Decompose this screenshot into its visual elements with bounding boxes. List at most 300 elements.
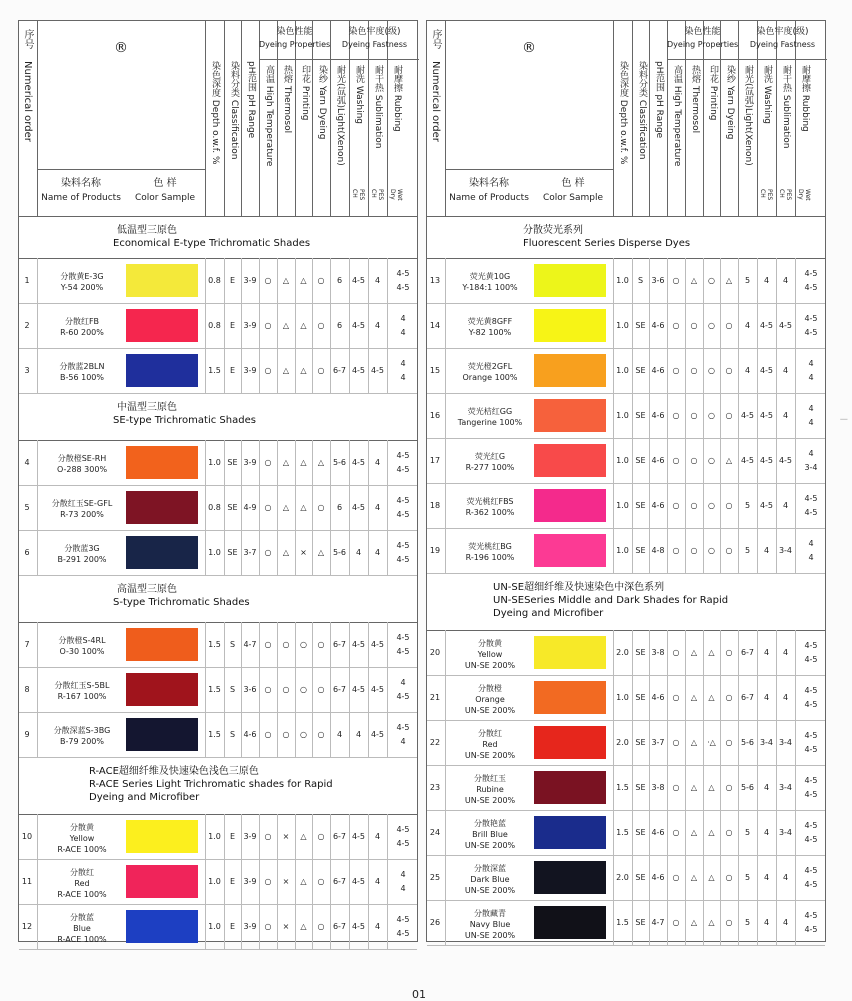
high-temp-rating: ○: [264, 832, 272, 841]
row-number: 26: [429, 918, 441, 927]
classification-value: SE: [227, 458, 238, 467]
color-swatch: [126, 628, 198, 661]
header-column-line: [632, 21, 633, 216]
header-column-line: [685, 21, 686, 216]
yarn-dyeing-rating: ○: [725, 918, 733, 927]
washing-fastness: 4-5: [351, 321, 366, 330]
row-number: 5: [24, 503, 30, 512]
printing-rating: ○: [708, 366, 715, 375]
section-header: [427, 573, 825, 631]
rubbing-wet: 4-5: [804, 835, 818, 844]
section-header: [19, 757, 417, 815]
product-name-line: UN-SE 200%: [464, 931, 516, 940]
thermosol-rating: ○: [282, 685, 290, 694]
depth-value: 1.0: [208, 922, 221, 931]
rubbing-dry: Dry: [797, 189, 804, 200]
cell-divider: [387, 530, 388, 575]
light-header: 耐光(氙弧)Light(Xenon): [743, 65, 753, 166]
printing-rating: △: [300, 922, 307, 931]
sublimation-fastness: 4-5: [370, 685, 385, 694]
depth-value: 0.8: [208, 321, 221, 330]
product-name-line: 分散黄E-3G: [60, 272, 104, 281]
product-name: [37, 912, 127, 945]
name-header-en: Name of Products: [449, 193, 529, 203]
printing-header: 印花 Printing: [300, 65, 310, 121]
rubbing-header: 耐摩擦 Rubbing: [800, 65, 810, 132]
header-column-line: [330, 21, 331, 216]
light-fastness: 5-6: [740, 738, 755, 747]
fastness-cn: 染色牢度(级): [348, 27, 401, 37]
row-number: 20: [429, 648, 441, 657]
high-temp-rating: ○: [264, 685, 272, 694]
thermosol-rating: △: [282, 503, 290, 512]
thermosol-rating: ○: [282, 730, 290, 739]
high-temp-rating: ○: [264, 321, 272, 330]
product-name-line: 分散红: [478, 729, 502, 738]
seq-label-cn: 序号: [22, 29, 33, 49]
header-column-line: [738, 21, 739, 216]
ph-header: pH范围 pH Range: [654, 61, 664, 139]
thermosol-rating: ○: [690, 366, 698, 375]
ph-value: 4-6: [651, 321, 665, 330]
rubbing-wet: 4-5: [804, 880, 818, 889]
product-name: [445, 638, 535, 671]
product-name-line: Brill Blue: [472, 830, 508, 839]
sublimation-fastness: 4: [374, 503, 381, 512]
rubbing-wet: 4: [808, 418, 814, 427]
high-temp-header: 高温 High Temperature: [264, 65, 274, 167]
rubbing-dry: 4: [808, 539, 814, 548]
product-name-line: R-196 100%: [465, 553, 515, 562]
high-temp-rating: ○: [264, 548, 272, 557]
rubbing-header: 耐摩擦 Rubbing: [392, 65, 402, 132]
product-name-line: Orange 100%: [462, 373, 518, 382]
light-fastness: 4-5: [740, 456, 755, 465]
product-name-line: 分散深蓝: [474, 864, 506, 873]
row-number: 14: [429, 321, 441, 330]
classification-value: SE: [635, 456, 646, 465]
row-number: 21: [429, 693, 441, 702]
table-row: [427, 630, 825, 676]
product-name: [445, 541, 535, 563]
product-name-line: 分散黄: [478, 639, 502, 648]
yarn-dyeing-rating: ○: [725, 501, 733, 510]
product-name: [445, 406, 535, 428]
cell-divider: [795, 765, 796, 810]
color-swatch: [534, 354, 606, 387]
color-swatch: [126, 673, 198, 706]
depth-value: 1.5: [208, 640, 221, 649]
header-column-line: [649, 21, 650, 216]
section-header: [427, 216, 825, 259]
classification-value: S: [229, 730, 236, 739]
section-title-en: SE-type Trichromatic Shades: [113, 415, 256, 426]
header-column-line: [795, 21, 796, 216]
color-swatch: [126, 910, 198, 943]
depth-value: 1.0: [616, 321, 629, 330]
yarn-dyeing-rating: ○: [317, 366, 325, 375]
printing-rating: △: [300, 503, 307, 512]
cell-divider: [387, 622, 388, 667]
table-row: [427, 393, 825, 439]
product-name: [37, 453, 127, 475]
depth-value: 1.5: [208, 730, 221, 739]
high-temp-rating: ○: [672, 456, 680, 465]
yarn-dyeing-rating: △: [317, 548, 325, 557]
sublimation-fastness: 4: [374, 877, 381, 886]
header-rule: [445, 169, 613, 170]
product-name-line: 分散红FB: [64, 317, 100, 326]
rubbing-dry: 4: [400, 870, 406, 879]
light-fastness: 6-7: [332, 366, 347, 375]
thermosol-rating: △: [690, 693, 698, 702]
washing-fastness: 4: [763, 693, 770, 702]
yarn-dyeing-rating: ○: [725, 873, 733, 882]
high-temp-rating: ○: [264, 640, 272, 649]
cell-divider: [795, 393, 796, 438]
cell-divider: [795, 855, 796, 900]
thermosol-rating: △: [690, 276, 698, 285]
product-name: [37, 725, 127, 747]
color-swatch: [126, 536, 198, 569]
thermosol-header: 热熔 Thermosol: [690, 65, 700, 134]
rubbing-wet: 4: [400, 373, 406, 382]
printing-rating: ○: [300, 640, 307, 649]
color-swatch: [534, 264, 606, 297]
product-name: [37, 316, 127, 338]
classification-value: E: [229, 832, 236, 841]
yarn-dyeing-rating: ○: [725, 366, 733, 375]
printing-rating: △: [708, 783, 715, 792]
product-name-line: Yellow: [69, 834, 95, 843]
rubbing-wet: 4: [400, 328, 406, 337]
rubbing-wet: 4-5: [396, 555, 410, 564]
color-swatch: [534, 906, 606, 939]
ph-value: 4-6: [651, 411, 665, 420]
header-column-line: [757, 21, 758, 216]
name-header-cn: 染料名称: [61, 178, 101, 189]
dye-table-right: [426, 20, 826, 942]
sublimation-fastness: 4: [374, 458, 381, 467]
light-header: 耐光(氙弧)Light(Xenon): [335, 65, 345, 166]
rubbing-dry: 4-5: [804, 641, 818, 650]
high-temp-rating: ○: [672, 918, 680, 927]
product-name-line: 荧光黄10G: [469, 272, 511, 281]
depth-header: 染色深度 Depth o.w.f. %: [210, 61, 220, 165]
header-column-line: [776, 21, 777, 216]
product-name: [445, 683, 535, 716]
high-temp-rating: ○: [672, 738, 680, 747]
washing-pes: PES: [766, 189, 773, 201]
sublimation-fastness: 4: [782, 648, 789, 657]
section-title-cn: 高温型三原色: [117, 584, 177, 595]
high-temp-rating: ○: [672, 411, 680, 420]
product-name-line: Navy Blue: [469, 920, 511, 929]
row-number: 17: [429, 456, 441, 465]
cell-divider: [387, 485, 388, 530]
high-temp-rating: ○: [672, 873, 680, 882]
cell-divider: [387, 258, 388, 303]
ph-value: 3-7: [243, 548, 257, 557]
rubbing-dry: 4-5: [396, 269, 410, 278]
table-row: [19, 859, 417, 905]
light-fastness: 5-6: [332, 458, 347, 467]
product-name: [37, 822, 127, 855]
table-row: [427, 438, 825, 484]
sample-header-cn: 色 样: [153, 178, 177, 189]
ph-value: 4-8: [651, 546, 665, 555]
rubbing-wet: 4-5: [804, 328, 818, 337]
light-fastness: 6-7: [740, 693, 755, 702]
section-title-en: UN-SESeries Middle and Dark Shades for Rapid: [493, 595, 729, 606]
header-column-line: [667, 21, 668, 216]
classification-value: E: [229, 877, 236, 886]
color-swatch: [534, 309, 606, 342]
printing-rating: ×: [300, 548, 307, 557]
rubbing-dry: 4-5: [804, 911, 818, 920]
product-name-line: 分散橙S-4RL: [58, 636, 106, 645]
light-fastness: 6-7: [332, 877, 347, 886]
cell-divider: [795, 900, 796, 945]
product-name-line: 荧光桃红BG: [468, 542, 512, 551]
product-name-line: 荧光桃红FBS: [466, 497, 514, 506]
ph-value: 3-9: [243, 276, 257, 285]
color-swatch: [534, 399, 606, 432]
printing-rating: △: [300, 276, 307, 285]
depth-value: 2.0: [616, 648, 629, 657]
table-row: [19, 348, 417, 394]
row-number: 18: [429, 501, 441, 510]
header-column-line: [613, 21, 614, 216]
product-name: [445, 818, 535, 851]
high-temp-rating: ○: [264, 366, 272, 375]
printing-rating: △: [300, 832, 307, 841]
rubbing-dry: 4-5: [804, 731, 818, 740]
product-name-line: R-ACE 100%: [57, 890, 107, 899]
classification-header: 染料分类 Classification: [229, 61, 239, 160]
product-name: [37, 867, 127, 900]
rubbing-wet: 4-5: [804, 283, 818, 292]
sublimation-fastness: 4: [782, 918, 789, 927]
sublimation-fastness: 3-4: [778, 783, 793, 792]
depth-value: 1.0: [616, 276, 629, 285]
product-name-line: R-277 100%: [465, 463, 515, 472]
row-number: 11: [21, 877, 33, 886]
rubbing-wet: 4-5: [396, 465, 410, 474]
product-name-line: Red: [74, 879, 90, 888]
color-swatch: [126, 491, 198, 524]
washing-fastness: 4: [763, 918, 770, 927]
rubbing-dry: 4-5: [804, 686, 818, 695]
fastness-en: Dyeing Fastness: [341, 40, 408, 49]
header-column-line: [312, 21, 313, 216]
washing-fastness: 4-5: [351, 832, 366, 841]
classification-value: E: [229, 276, 236, 285]
rubbing-wet: 3-4: [804, 463, 818, 472]
product-name-line: O-288 300%: [56, 465, 108, 474]
light-fastness: 4: [744, 366, 751, 375]
color-swatch: [534, 816, 606, 849]
ph-value: 3-6: [651, 276, 665, 285]
thermosol-rating: △: [690, 783, 698, 792]
table-row: [19, 667, 417, 713]
sublimation-fastness: 4: [374, 548, 381, 557]
rubbing-dry: 4-5: [804, 776, 818, 785]
product-name: [37, 361, 127, 383]
washing-fastness: 4-5: [351, 640, 366, 649]
ph-value: 4-6: [651, 873, 665, 882]
table-row: [427, 483, 825, 529]
classification-value: SE: [635, 918, 646, 927]
cell-divider: [795, 720, 796, 765]
color-swatch: [126, 446, 198, 479]
rubbing-wet: 4-5: [396, 929, 410, 938]
section-title-en: R-ACE Series Light Trichromatic shades for Rapid: [89, 779, 333, 790]
header-column-line: [205, 21, 206, 216]
thermosol-rating: △: [690, 918, 698, 927]
thermosol-rating: △: [282, 458, 290, 467]
section-title-cn: UN-SE超细纤维及快速染色中深色系列: [493, 582, 665, 593]
color-swatch: [126, 264, 198, 297]
registered-logo: ®: [114, 40, 128, 56]
header-column-line: [224, 21, 225, 216]
light-fastness: 5: [744, 546, 751, 555]
product-name: [37, 271, 127, 293]
light-fastness: 4: [336, 730, 343, 739]
printing-rating: ○: [708, 501, 715, 510]
sublimation-fastness: 4: [374, 922, 381, 931]
thermosol-rating: △: [282, 321, 290, 330]
header-column-line: [295, 21, 296, 216]
rubbing-dry: 4-5: [396, 723, 410, 732]
row-number: 13: [429, 276, 441, 285]
row-number: 4: [24, 458, 30, 467]
classification-value: SE: [635, 828, 646, 837]
classification-value: SE: [635, 693, 646, 702]
product-name-line: 荧光黄8GFF: [467, 317, 513, 326]
rubbing-dry: 4-5: [804, 494, 818, 503]
table-header: [427, 21, 825, 217]
rubbing-dry: 4-5: [396, 496, 410, 505]
depth-value: 1.0: [616, 366, 629, 375]
table-row: [19, 712, 417, 758]
table-row: [19, 814, 417, 860]
rubbing-wet: 4: [808, 553, 814, 562]
product-name-line: 荧光桔红GG: [467, 407, 513, 416]
depth-value: 1.5: [616, 918, 629, 927]
product-name-line: Blue: [73, 924, 91, 933]
row-number: 22: [429, 738, 441, 747]
depth-value: 1.5: [208, 366, 221, 375]
cell-divider: [795, 438, 796, 483]
high-temp-rating: ○: [264, 922, 272, 931]
classification-value: S: [229, 685, 236, 694]
ph-value: 3-9: [243, 877, 257, 886]
row-number: 7: [24, 640, 30, 649]
washing-fastness: 4: [763, 783, 770, 792]
washing-fastness: 4-5: [351, 503, 366, 512]
product-name-line: UN-SE 200%: [464, 706, 516, 715]
yarn-dyeing-rating: ○: [725, 738, 733, 747]
product-name-line: O-30 100%: [59, 647, 105, 656]
ph-value: 4-6: [651, 693, 665, 702]
classification-header: 染料分类 Classification: [637, 61, 647, 160]
color-swatch: [126, 354, 198, 387]
seq-label-cn: 序号: [430, 29, 441, 49]
product-name-line: 荧光橙2GFL: [467, 362, 513, 371]
color-swatch: [534, 726, 606, 759]
washing-fastness: 4-5: [759, 321, 774, 330]
cell-divider: [387, 712, 388, 757]
thermosol-rating: ○: [690, 411, 698, 420]
classification-value: E: [229, 321, 236, 330]
product-name-line: 分散蓝: [70, 913, 94, 922]
yarn-dyeing-rating: ○: [317, 640, 325, 649]
sublimation-header: 耐干热 Sublimation: [373, 65, 383, 149]
rubbing-wet: 4-5: [396, 283, 410, 292]
high-temp-header: 高温 High Temperature: [672, 65, 682, 167]
thermosol-rating: △: [282, 548, 290, 557]
thermosol-rating: ×: [282, 922, 290, 931]
washing-fastness: 4: [763, 828, 770, 837]
header-column-line: [259, 21, 260, 216]
rubbing-dry: 4-5: [804, 314, 818, 323]
cell-divider: [387, 904, 388, 949]
rubbing-dry: 4-5: [804, 821, 818, 830]
product-name: [445, 728, 535, 761]
yarn-dyeing-rating: ○: [725, 321, 733, 330]
product-name-line: R-60 200%: [60, 328, 104, 337]
dyeing-properties-cn: 染色性能: [276, 27, 313, 37]
table-row: [19, 440, 417, 486]
table-row: [427, 720, 825, 766]
washing-fastness: 3-4: [759, 738, 774, 747]
fastness-en: Dyeing Fastness: [749, 40, 816, 49]
thermosol-rating: △: [282, 276, 290, 285]
header-rule: [259, 59, 419, 60]
rubbing-dry: 4-5: [804, 866, 818, 875]
product-name: [37, 543, 127, 565]
table-row: [427, 258, 825, 304]
printing-rating: ○: [300, 685, 307, 694]
rubbing-wet: 4: [400, 884, 406, 893]
printing-rating: △: [708, 918, 715, 927]
depth-value: 0.8: [208, 276, 221, 285]
table-row: [427, 675, 825, 721]
rubbing-wet: 4: [808, 373, 814, 382]
table-row: [427, 528, 825, 574]
classification-value: SE: [635, 648, 646, 657]
depth-value: 0.8: [208, 503, 221, 512]
sublimation-header: 耐干热 Sublimation: [781, 65, 791, 149]
row-number: 6: [24, 548, 30, 557]
sublimation-fastness: 4-5: [778, 456, 793, 465]
light-fastness: 6-7: [332, 640, 347, 649]
product-name-line: 分散红玉S-5BL: [54, 681, 110, 690]
table-row: [427, 900, 825, 946]
header-column-line: [277, 21, 278, 216]
sublimation-fastness: 4: [782, 366, 789, 375]
ph-value: 4-7: [651, 918, 665, 927]
depth-value: 1.0: [208, 832, 221, 841]
cell-divider: [387, 348, 388, 393]
row-number: 9: [24, 730, 30, 739]
printing-rating: △: [300, 458, 307, 467]
product-name-line: 分散红: [70, 868, 94, 877]
row-number: 24: [429, 828, 441, 837]
ph-value: 3-8: [651, 783, 665, 792]
row-number: 16: [429, 411, 441, 420]
